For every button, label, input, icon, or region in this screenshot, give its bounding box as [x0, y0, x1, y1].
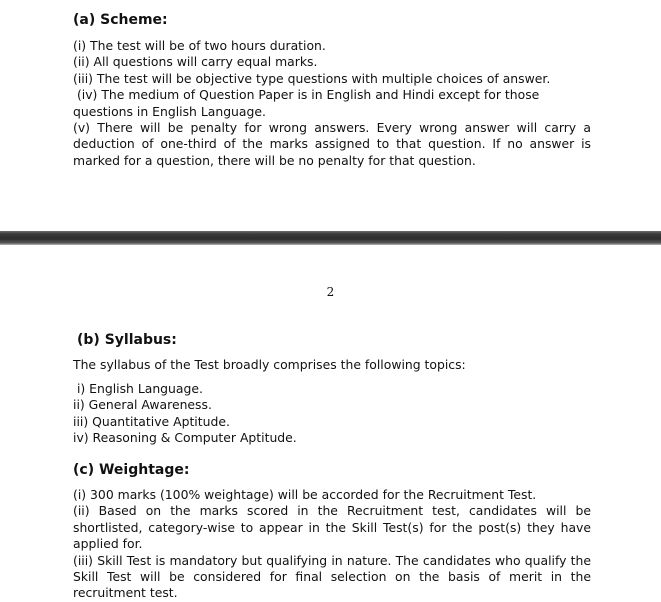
scheme-item: (ii) All questions will carry equal marks. [73, 54, 318, 70]
weightage-item: (iii) Skill Test is mandatory but qualifying in nature. The candidates who qualify the Skill Test will be considered for final selection on the basis of merit in the recruitment test. [73, 552, 591, 601]
scheme-item: (iii) The test will be objective type questions with multiple choices of answer. [73, 70, 551, 86]
page-separator [0, 231, 661, 245]
page-number: 2 [326, 285, 335, 299]
document-page-2 [0, 245, 661, 601]
syllabus-topic: ii) General Awareness. [73, 397, 212, 413]
syllabus-topic: iii) Quantitative Aptitude. [73, 413, 230, 429]
weightage-item: (i) 300 marks (100% weightage) will be accorded for the Recruitment Test. [73, 487, 537, 502]
scheme-item: (i) The test will be of two hours duration. [73, 38, 326, 53]
syllabus-topic-list [73, 381, 297, 447]
syllabus-heading: (b) Syllabus: [77, 332, 177, 348]
syllabus-intro: The syllabus of the Test broadly comprises the following topics: [73, 357, 466, 372]
document-page-1 [0, 0, 661, 231]
weightage-heading: (c) Weightage: [73, 462, 190, 478]
syllabus-topic: iv) Reasoning & Computer Aptitude. [73, 430, 297, 446]
weightage-item: (ii) Based on the marks scored in the Recruitment test, candidates will be shortlisted, category-wise to appear in the Skill Test(s) for the post(s) they have applied for. [73, 503, 591, 552]
syllabus-topic: i) English Language. [73, 381, 203, 396]
weightage-list [73, 487, 591, 602]
scheme-item: (v) There will be penalty for wrong answers. Every wrong answer will carry a deduction of one-third of the marks assigned to that question. If no answer is marked for a question, there will be no penalty for that question. [73, 120, 591, 168]
scheme-list [73, 38, 591, 169]
scheme-heading: (a) Scheme: [73, 12, 168, 28]
scheme-item: (iv) The medium of Question Paper is in English and Hindi except for those questions in English Language. [73, 87, 544, 119]
